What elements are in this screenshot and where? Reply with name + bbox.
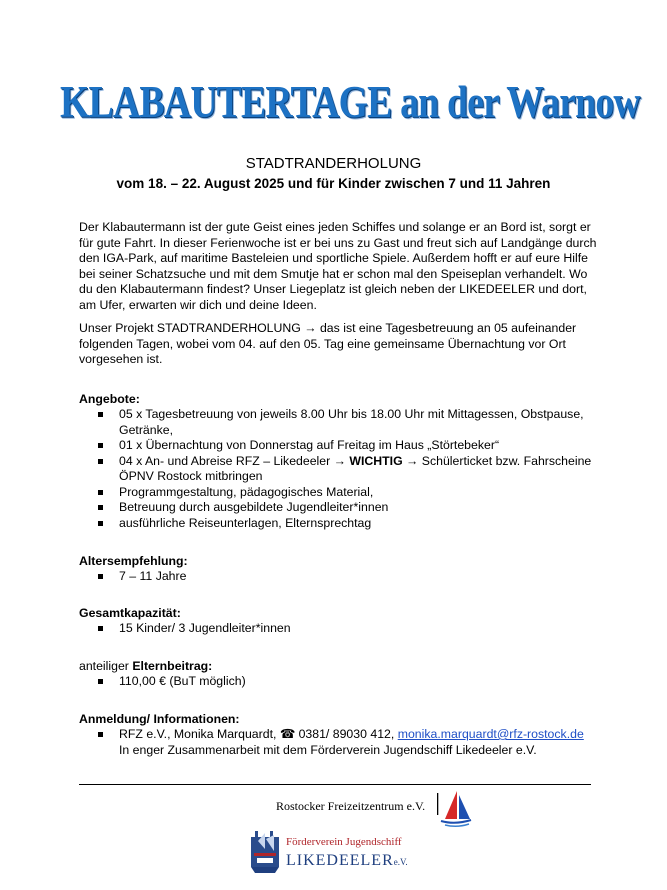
project-paragraph: Unser Projekt STADTRANDERHOLUNG → das ist eine Tagesbetreuung an 05 aufeinander folgenden Tagen, wobei vom 04. auf den 05. Tag eine gemeinsame Übernachtung vor Ort vorgesehen ist. (79, 321, 577, 366)
registration-section (79, 711, 609, 758)
date-line: vom 18. – 22. August 2025 und für Kinder zwischen 7 und 11 Jahren (116, 176, 551, 191)
bullet-icon (98, 521, 103, 526)
subtitle: STADTRANDERHOLUNG (245, 155, 422, 172)
list-item: 04 x An- und Abreise RFZ – Likedeeler → WICHTIG → Schülerticket bzw. Fahrscheine ÖPNV Rostock mitbringen (79, 454, 609, 485)
fee-section (79, 658, 609, 690)
age-section (79, 553, 609, 585)
bullet-icon (98, 505, 103, 510)
age-list (79, 569, 609, 585)
bullet-icon (98, 490, 103, 495)
organization-name: Rostocker Freizeitzentrum e.V. (276, 799, 426, 813)
footer-divider (79, 784, 591, 785)
list-item (79, 727, 609, 758)
registration-heading: Anmeldung/ Informationen: (79, 712, 240, 726)
bullet-icon (98, 626, 103, 631)
bullet-icon (98, 679, 103, 684)
bullet-icon (98, 732, 103, 737)
list-item: Programmgestaltung, pädagogisches Material, (79, 485, 609, 501)
bullet-icon (98, 443, 103, 448)
bullet-icon (98, 412, 103, 417)
capacity-list (79, 621, 609, 637)
offers-heading: Angebote: (79, 392, 140, 406)
list-item: 110,00 € (BuT möglich) (79, 674, 609, 690)
list-item: 7 – 11 Jahre (79, 569, 609, 585)
list-item: 15 Kinder/ 3 Jugendleiter*innen (79, 621, 609, 637)
main-title: KLABAUTERTAGE an der Warnow (60, 77, 640, 127)
bullet-icon (98, 459, 103, 464)
bullet-icon (98, 574, 103, 579)
contact-text: RFZ e.V., Monika Marquardt, ☎ 0381/ 89030 412, (119, 727, 398, 741)
offers-section (79, 391, 609, 531)
important-label: WICHTIG (349, 453, 403, 468)
capacity-heading: Gesamtkapazität: (79, 606, 181, 620)
offers-list (79, 407, 609, 531)
fee-heading: anteiliger Elternbeitrag: (79, 659, 213, 673)
logo-association-text: Förderverein Jugendschiff (286, 836, 402, 848)
list-item: ausführliche Reiseunterlagen, Elternsprechtag (79, 516, 609, 532)
registration-list (79, 727, 609, 758)
list-item: 05 x Tagesbetreuung von jeweils 8.00 Uhr bis 18.00 Uhr mit Mittagessen, Obstpause, Getränke, (79, 407, 609, 438)
logo-ship-name: LIKEDEELERe.V. (286, 852, 408, 869)
intro-paragraph: Der Klabautermann ist der gute Geist eines jeden Schiffes und solange er an Bord ist, sorgt er für gute Fahrt. In dieser Ferienwoche ist er bei uns zu Gast und freut sich auf Landgänge durch den IGA-Park, auf maritime Basteleien und sportliche Spiele. Außerdem hofft er auf eure Hilfe bei seiner Schatzsuche und mit dem Smutje hat er schon mal den Speiseplan verhandelt. Wo du den Klabautermann findest? Unser Liegeplatz ist gleich neben der LIKEDEELER und dort, am Ufer, erwarten wir dich und deine Ideen. (79, 220, 597, 312)
sailboat-logo-icon (437, 789, 473, 829)
fee-list (79, 674, 609, 690)
list-item: 01 x Übernachtung von Donnerstag auf Freitag im Haus „Störtebeker“ (79, 438, 609, 454)
cooperation-note: In enger Zusammenarbeit mit dem Förderverein Jugendschiff Likedeeler e.V. (119, 742, 537, 757)
age-heading: Altersempfehlung: (79, 554, 188, 568)
list-item: Betreuung durch ausgebildete Jugendleiter*innen (79, 500, 609, 516)
capacity-section (79, 605, 609, 637)
email-link[interactable]: monika.marquardt@rfz-rostock.de (397, 727, 584, 741)
ship-emblem-icon (248, 829, 282, 875)
